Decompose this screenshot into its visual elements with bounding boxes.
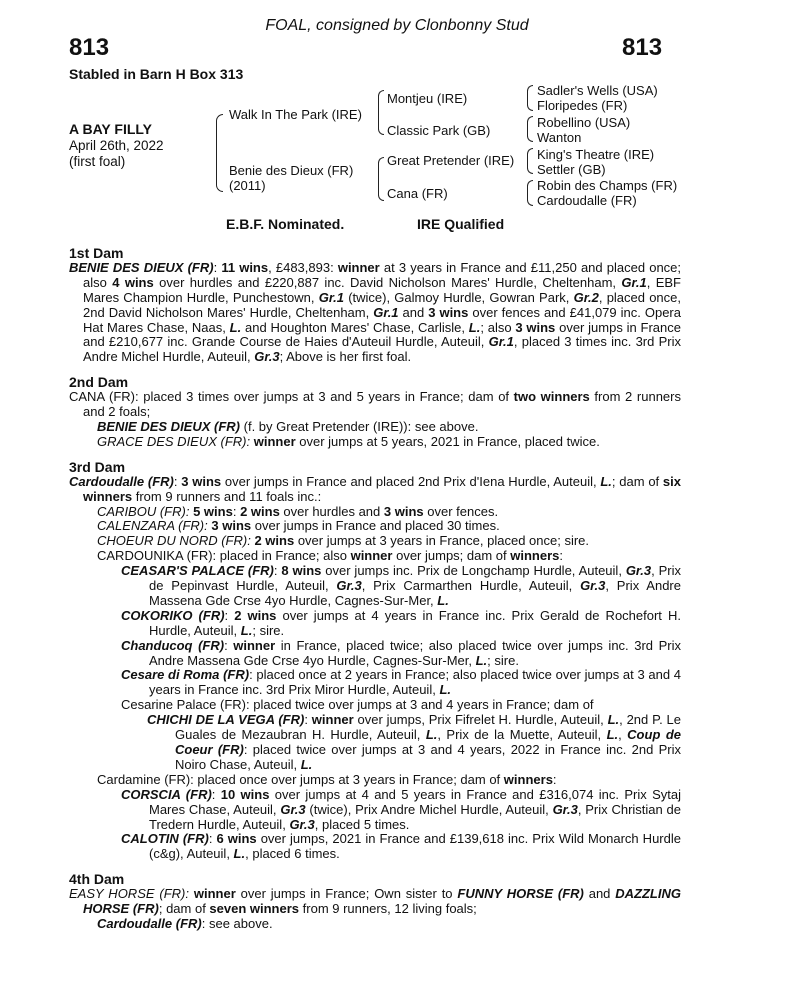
pedigree-brace-main (216, 114, 223, 192)
first-dam-entry: BENIE DES DIEUX (FR): 11 wins, £483,893: winner at 3 years in France and £11,250 and placed once; also 4 wins over hurdles and £220,887 inc. David Nicholson Mares' Hurdle, Cheltenham, Gr.1, EBF Mares Champion Hurdle, Punchestown, Gr.1 (twice), Galmoy Hurdle, Gowran Park, Gr.2, placed once, 2nd David Nicholson Mares' Hurdle, Cheltenham, Gr.1 and 3 wins over fences and £41,079 inc. Opera Hat Mares Chase, Naas, L. and Houghton Mares' Chase, Carlisle, L.; also 3 wins over jumps in France and £210,677 inc. Grande Course de Haies d'Auteuil Hurdle, Auteuil, Gr.1, placed 3 times inc. 3rd Prix Andre Michel Hurdle, Auteuil, Gr.3; Above is her first foal. (69, 259, 682, 365)
pedigree-ggd-4: Cardoudalle (FR) (537, 193, 637, 208)
section-heading-1st-dam: 1st Dam (69, 245, 124, 261)
pedigree-brace-dam (378, 157, 384, 201)
stabling-info: Stabled in Barn H Box 313 (69, 66, 244, 82)
produce-cesarine-palace: Cesarine Palace (FR): placed twice over jumps at 3 and 4 years in France; dam of (121, 697, 594, 713)
produce-choeur-du-nord: CHOEUR DU NORD (FR): 2 wins over jumps at 3 years in France, placed once; sire. (97, 533, 590, 549)
pedigree-ggs-4: Robin des Champs (FR) (537, 178, 678, 193)
produce-cokoriko: COKORIKO (FR): 2 wins over jumps at 4 years in France inc. Prix Gerald de Rochefort H. Hurdle, Auteuil, L.; sire. (121, 607, 681, 638)
section-heading-3rd-dam: 3rd Dam (69, 458, 126, 475)
produce-calotin: CALOTIN (FR): 6 wins over jumps, 2021 in France and £139,618 inc. Prix Wild Monarch Hurdle (c&g), Auteuil, L., placed 6 times. (121, 831, 681, 862)
ebf-nominated: E.B.F. Nominated. (226, 216, 345, 232)
produce-corscia: CORSCIA (FR): 10 wins over jumps at 4 and 5 years in France and £316,074 inc. Prix Sytaj Mares Chase, Auteuil, Gr.3 (twice), Prix Andre Michel Hurdle, Auteuil, Gr.3, Prix Christian de Tredern Hurdle, Auteuil, Gr.3, placed 5 times. (121, 786, 681, 832)
produce-cardounika: CARDOUNIKA (FR): placed in France; also winner over jumps; dam of winners: (97, 548, 564, 564)
produce-ceasars-palace: CEASAR'S PALACE (FR): 8 wins over jumps inc. Prix de Longchamp Hurdle, Auteuil, Gr.3, Prix de Pepinvast Hurdle, Auteuil, Gr.3, Prix Carmarthen Hurdle, Auteuil, Gr.3, Prix Andre Massena Gde Crse 4yo Hurdle, Cagnes-Sur-Mer, L. (121, 563, 681, 608)
subject-note: (first foal) (69, 154, 126, 169)
pedigree-ggs-1: Sadler's Wells (USA) (537, 83, 658, 98)
fourth-dam-entry: EASY HORSE (FR): winner over jumps in France; Own sister to FUNNY HORSE (FR) and DAZZLING HORSE (FR); dam of seven winners from 9 runners, 12 living foals; (69, 886, 681, 917)
pedigree-ggd-1: Floripedes (FR) (537, 98, 628, 113)
fourth-dam-produce-cardoudalle: Cardoudalle (FR): see above. (97, 915, 273, 931)
lot-number-right: 813 (622, 34, 663, 61)
subject-name: A BAY FILLY (69, 121, 152, 137)
second-dam-entry: CANA (FR): placed 3 times over jumps at 3 and 5 years in France; dam of two winners from 2 runners and 2 foals; (69, 389, 681, 420)
second-dam-produce-grace: GRACE DES DIEUX (FR): winner over jumps at 5 years, 2021 in France, placed twice. (97, 433, 600, 449)
pedigree-brace-ds (527, 148, 533, 174)
produce-chichi-de-la-vega: CHICHI DE LA VEGA (FR): winner over jumps, Prix Fifrelet H. Hurdle, Auteuil, L., 2nd P. Le Guales de Mezaubran H. Hurdle, Auteuil, L., Prix de la Muette, Auteuil, L., Coup de Coeur (FR): placed twice over jumps at 3 and 4 years, 2022 in France inc. 2nd Prix Noiro Chase, Auteuil, L. (147, 712, 681, 772)
pedigree-brace-sire (378, 90, 384, 135)
pedigree-dam-dam: Cana (FR) (387, 186, 448, 201)
produce-chanducoq: Chanducoq (FR): winner in France, placed twice; also placed twice over jumps inc. 3rd Prix Andre Massena Gde Crse 4yo Hurdle, Cagnes-Sur-Mer, L.; sire. (121, 637, 682, 668)
catalogue-body (69, 246, 681, 932)
pedigree-ggs-3: King's Theatre (IRE) (537, 147, 655, 162)
pedigree-dam-year: (2011) (229, 178, 266, 193)
pedigree-dam: Benie des Dieux (FR) (229, 163, 354, 178)
produce-cesare-di-roma: Cesare di Roma (FR): placed once at 2 years in France; also placed twice over jumps at 3 and 4 years in France inc. 3rd Prix Miror Hurdle, Auteuil, L. (121, 667, 681, 698)
pedigree-sire-sire: Montjeu (IRE) (387, 91, 468, 106)
produce-caribou: CARIBOU (FR): 5 wins: 2 wins over hurdles and 3 wins over fences. (97, 503, 499, 519)
consignor-line: FOAL, consigned by Clonbonny Stud (265, 17, 529, 34)
pedigree-ggd-2: Wanton (537, 130, 582, 145)
subject-foaled: April 26th, 2022 (69, 138, 164, 153)
second-dam-produce-benie: BENIE DES DIEUX (FR) (f. by Great Pretender (IRE)): see above. (97, 418, 479, 434)
section-heading-4th-dam: 4th Dam (69, 871, 125, 888)
pedigree-ggd-3: Settler (GB) (537, 162, 606, 177)
pedigree-brace-ss (527, 85, 533, 111)
pedigree-dam-sire: Great Pretender (IRE) (387, 153, 515, 168)
pedigree-ggs-2: Robellino (USA) (537, 115, 631, 130)
third-dam-entry: Cardoudalle (FR): 3 wins over jumps in France and placed 2nd Prix d'Iena Hurdle, Auteuil, L.; dam of six winners from 9 runners and 11 foals inc.: (69, 473, 681, 504)
ire-qualified: IRE Qualified (417, 216, 505, 232)
section-heading-2nd-dam: 2nd Dam (69, 374, 129, 391)
produce-cardamine: Cardamine (FR): placed once over jumps at 3 years in France; dam of winners: (97, 771, 557, 787)
pedigree-sire-dam: Classic Park (GB) (387, 123, 491, 138)
pedigree-brace-sd (527, 116, 533, 142)
pedigree-brace-dd (527, 180, 533, 206)
produce-calenzara: CALENZARA (FR): 3 wins over jumps in France and placed 30 times. (97, 518, 500, 534)
pedigree-sire: Walk In The Park (IRE) (229, 107, 362, 122)
lot-number-left: 813 (69, 34, 110, 61)
